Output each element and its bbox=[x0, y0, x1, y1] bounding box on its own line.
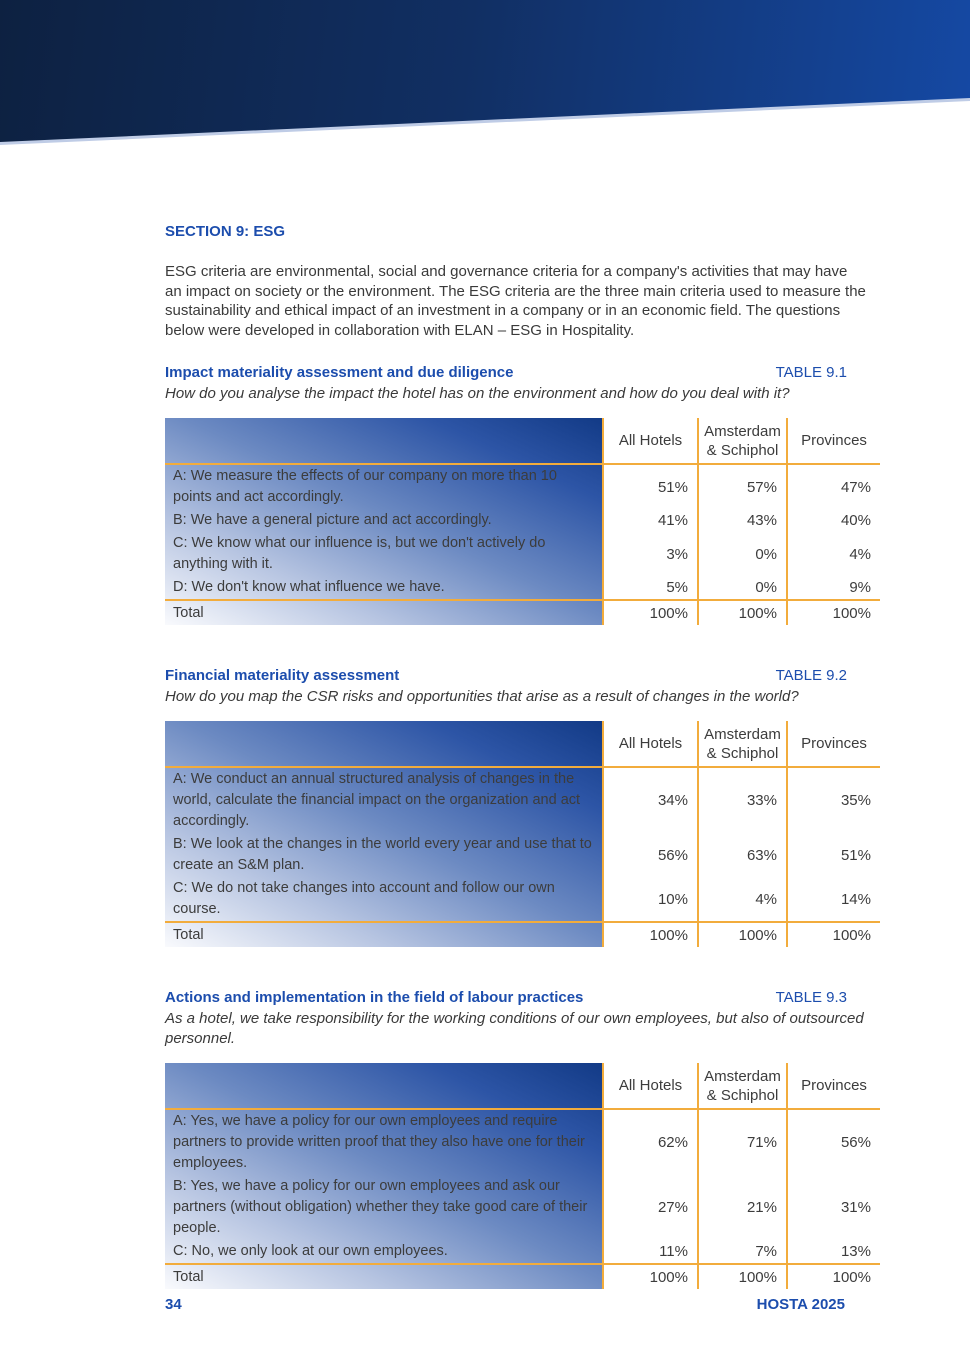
total-row bbox=[165, 922, 880, 947]
row-label: B: We have a general picture and act accordingly. bbox=[173, 512, 492, 528]
value-cell: 21% bbox=[698, 1175, 787, 1240]
table-row bbox=[165, 1109, 880, 1175]
table-93-corner-cell bbox=[165, 1063, 603, 1109]
table-row bbox=[165, 1175, 880, 1240]
value-cell: 4% bbox=[698, 877, 787, 922]
value-cell: 0% bbox=[698, 576, 787, 600]
table-93-header-row bbox=[165, 1063, 880, 1109]
row-label: C: We do not take changes into account and follow our own course. bbox=[173, 880, 555, 917]
table-93 bbox=[165, 1063, 880, 1289]
value-cell: 63% bbox=[698, 833, 787, 877]
row-label: B: Yes, we have a policy for our own employees and ask our partners (without obligation) whether they take good care of their people. bbox=[173, 1178, 588, 1236]
column-header: Provinces bbox=[787, 418, 880, 464]
total-value-cell: 100% bbox=[603, 922, 698, 947]
row-label: B: We look at the changes in the world every year and use that to create an S&M plan. bbox=[173, 836, 592, 873]
row-label: C: No, we only look at our own employees. bbox=[173, 1243, 448, 1259]
column-header: Provinces bbox=[787, 721, 880, 767]
table-row bbox=[165, 509, 880, 532]
value-cell: 40% bbox=[787, 509, 880, 532]
value-cell: 3% bbox=[603, 532, 698, 576]
column-header: All Hotels bbox=[603, 1063, 698, 1109]
column-header: Amsterdam & Schiphol bbox=[698, 1063, 787, 1109]
value-cell: 34% bbox=[603, 767, 698, 833]
page-number: 34 bbox=[165, 1296, 182, 1313]
total-label: Total bbox=[165, 1264, 603, 1289]
row-label: A: We conduct an annual structured analysis of changes in the world, calculate the financial impact on the organization and act accordingly. bbox=[173, 771, 581, 829]
total-label: Total bbox=[165, 600, 603, 625]
total-value-cell: 100% bbox=[603, 600, 698, 625]
total-row bbox=[165, 1264, 880, 1289]
value-cell: 35% bbox=[787, 767, 880, 833]
value-cell: 5% bbox=[603, 576, 698, 600]
row-label: D: We don't know what influence we have. bbox=[173, 579, 445, 595]
table-row bbox=[165, 532, 880, 576]
table-91 bbox=[165, 418, 880, 625]
column-header: Amsterdam & Schiphol bbox=[698, 418, 787, 464]
table-91-header-row bbox=[165, 418, 880, 464]
column-header: All Hotels bbox=[603, 418, 698, 464]
table-92-label: TABLE 9.2 bbox=[775, 667, 847, 684]
table-92-corner-cell bbox=[165, 721, 603, 767]
row-label: A: We measure the effects of our company on more than 10 points and act accordingly. bbox=[173, 468, 557, 505]
value-cell: 47% bbox=[787, 464, 880, 509]
table-row bbox=[165, 877, 880, 922]
table-92-question: How do you map the CSR risks and opportunities that arise as a result of changes in the world? bbox=[165, 688, 799, 705]
value-cell: 14% bbox=[787, 877, 880, 922]
value-cell: 51% bbox=[603, 464, 698, 509]
table-91-corner-cell bbox=[165, 418, 603, 464]
value-cell: 27% bbox=[603, 1175, 698, 1240]
table-92 bbox=[165, 721, 880, 947]
total-value-cell: 100% bbox=[603, 1264, 698, 1289]
table-row bbox=[165, 833, 880, 877]
total-value-cell: 100% bbox=[698, 600, 787, 625]
value-cell: 9% bbox=[787, 576, 880, 600]
table-91-label: TABLE 9.1 bbox=[775, 364, 847, 381]
total-label: Total bbox=[165, 922, 603, 947]
total-row bbox=[165, 600, 880, 625]
table-93-question: As a hotel, we take responsibility for the working conditions of our own employees, but also of outsourced personnel. bbox=[165, 1010, 864, 1047]
table-row bbox=[165, 576, 880, 600]
value-cell: 13% bbox=[787, 1240, 880, 1264]
row-label: A: Yes, we have a policy for our own employees and require partners to provide written proof that they also have one for their employees. bbox=[173, 1113, 585, 1171]
table-row bbox=[165, 464, 880, 509]
value-cell: 57% bbox=[698, 464, 787, 509]
table-93-heading: Actions and implementation in the field of labour practices bbox=[165, 989, 584, 1006]
row-label: C: We know what our influence is, but we don't actively do anything with it. bbox=[173, 535, 546, 572]
column-header: Provinces bbox=[787, 1063, 880, 1109]
value-cell: 7% bbox=[698, 1240, 787, 1264]
column-header: All Hotels bbox=[603, 721, 698, 767]
page-footer bbox=[165, 1296, 880, 1313]
total-value-cell: 100% bbox=[787, 1264, 880, 1289]
table-92-heading-row bbox=[165, 667, 880, 684]
total-value-cell: 100% bbox=[787, 600, 880, 625]
intro-paragraph: ESG criteria are environmental, social and governance criteria for a company's activities that may have an impact on society or the environment. The ESG criteria are the three main criteria used to measure the sustainability and ethical impact of an investment in a company or in an economic field. The questions below were developed in collaboration with ELAN – ESG in Hospitality. bbox=[165, 263, 866, 339]
value-cell: 43% bbox=[698, 509, 787, 532]
value-cell: 41% bbox=[603, 509, 698, 532]
report-title: HOSTA 2025 bbox=[756, 1296, 845, 1313]
value-cell: 31% bbox=[787, 1175, 880, 1240]
total-value-cell: 100% bbox=[787, 922, 880, 947]
value-cell: 56% bbox=[603, 833, 698, 877]
page-content bbox=[165, 0, 880, 1289]
value-cell: 62% bbox=[603, 1109, 698, 1175]
value-cell: 56% bbox=[787, 1109, 880, 1175]
table-93-label: TABLE 9.3 bbox=[775, 989, 847, 1006]
table-92-header-row bbox=[165, 721, 880, 767]
value-cell: 4% bbox=[787, 532, 880, 576]
table-91-heading: Impact materiality assessment and due diligence bbox=[165, 364, 514, 381]
table-row bbox=[165, 767, 880, 833]
table-row bbox=[165, 1240, 880, 1264]
value-cell: 71% bbox=[698, 1109, 787, 1175]
section-title: SECTION 9: ESG bbox=[165, 223, 286, 240]
value-cell: 51% bbox=[787, 833, 880, 877]
value-cell: 0% bbox=[698, 532, 787, 576]
table-91-question: How do you analyse the impact the hotel has on the environment and how do you deal with it? bbox=[165, 385, 790, 402]
total-value-cell: 100% bbox=[698, 1264, 787, 1289]
value-cell: 33% bbox=[698, 767, 787, 833]
table-92-heading: Financial materiality assessment bbox=[165, 667, 400, 684]
table-91-heading-row bbox=[165, 364, 880, 381]
value-cell: 11% bbox=[603, 1240, 698, 1264]
total-value-cell: 100% bbox=[698, 922, 787, 947]
column-header: Amsterdam & Schiphol bbox=[698, 721, 787, 767]
table-93-heading-row bbox=[165, 989, 880, 1006]
value-cell: 10% bbox=[603, 877, 698, 922]
